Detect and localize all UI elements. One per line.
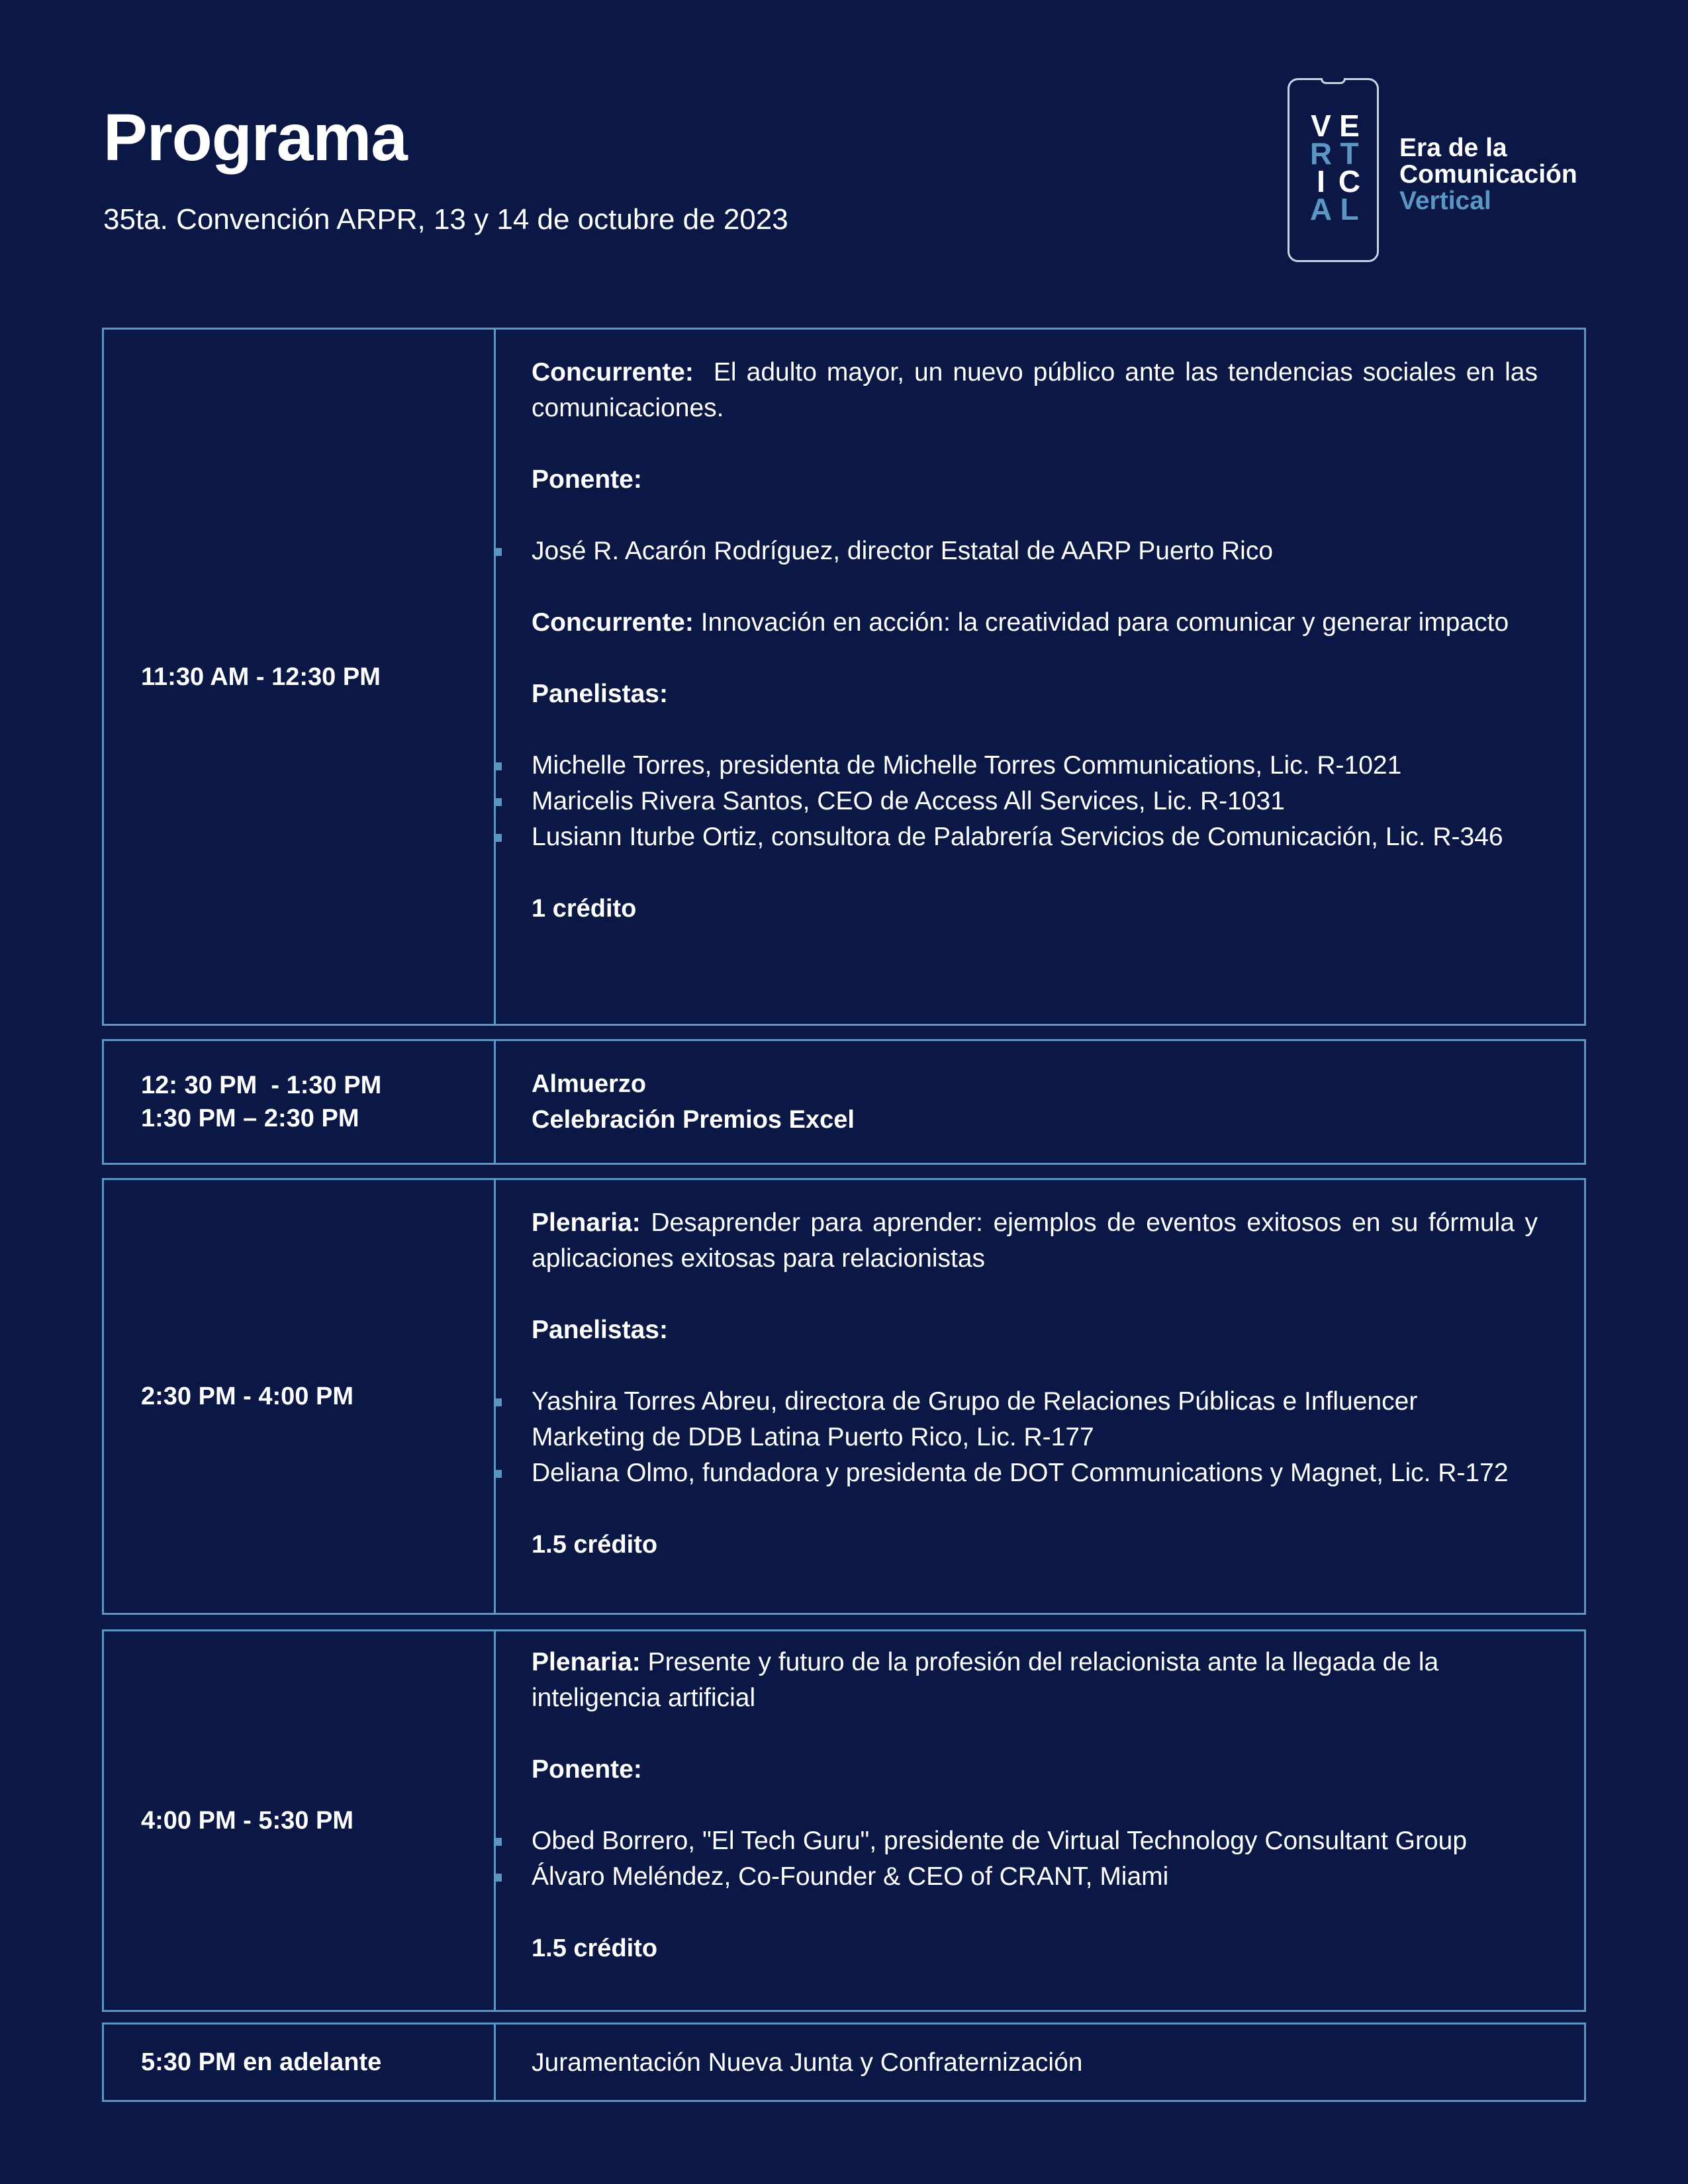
column-divider (494, 1631, 496, 2010)
session-title: Almuerzo (532, 1070, 647, 1098)
logo-letter: I (1317, 164, 1325, 199)
session-title: Juramentación Nueva Junta y Confraternización (532, 2048, 1083, 2077)
session-content (532, 2045, 1538, 2081)
logo-letter: T (1340, 136, 1359, 171)
column-divider (494, 1180, 496, 1613)
session-time (141, 1069, 472, 1135)
session-time: 2:30 PM - 4:00 PM (141, 1383, 353, 1410)
session-description (532, 1205, 1545, 1277)
logo-letter: L (1340, 192, 1359, 226)
session-time-line: 12: 30 PM - 1:30 PM (141, 1071, 382, 1099)
session-type: Concurrente: (532, 358, 694, 387)
logo-tagline-line: Era de la (1399, 134, 1507, 162)
session-title: Desaprender para aprender: ejemplos de eventos exitosos en su fórmula y aplicaciones exitosas para relacionistas (532, 1208, 1545, 1273)
logo-letter: C (1338, 164, 1361, 199)
session-content (532, 1205, 1545, 1563)
session-time: 5:30 PM en adelante (141, 2048, 382, 2076)
session-time-line: 1:30 PM – 2:30 PM (141, 1105, 359, 1132)
speaker-role: Ponente: (532, 465, 642, 494)
logo-tagline-line: Vertical (1399, 187, 1491, 215)
schedule-row (102, 2023, 1586, 2102)
speaker-role: Panelistas: (532, 1316, 668, 1344)
session-title: Presente y futuro de la profesión del relacionista ante la llegada de la inteligencia artificial (532, 1648, 1446, 1712)
vertical-logo-phone-icon (1288, 78, 1379, 262)
logo-tagline-line: Comunicación (1399, 160, 1577, 189)
speaker-role: Ponente: (532, 1755, 642, 1784)
credit-label: 1 crédito (532, 895, 637, 923)
session-title: Celebración Premios Excel (532, 1106, 855, 1134)
column-divider (494, 2025, 496, 2100)
schedule-row (102, 1629, 1586, 2012)
session-title: Innovación en acción: la creatividad para comunicar y generar impacto (693, 608, 1509, 637)
speaker-item: Deliana Olmo, fundadora y presidenta de DOT Communications y Magnet, Lic. R-172 (532, 1455, 1538, 1491)
credit-label: 1.5 crédito (532, 1934, 658, 1962)
speaker-role: Panelistas: (532, 680, 668, 708)
session-content (532, 1066, 1538, 1138)
column-divider (494, 330, 496, 1024)
credit-label: 1.5 crédito (532, 1531, 658, 1559)
logo-letters (1307, 109, 1364, 226)
speaker-item: Michelle Torres, presidenta de Michelle Torres Communications, Lic. R-1021 (532, 748, 1538, 784)
schedule-row (102, 328, 1586, 1026)
schedule-row (102, 1178, 1586, 1615)
logo-letter: R (1309, 136, 1333, 171)
speaker-item: Maricelis Rivera Santos, CEO de Access All Services, Lic. R-1031 (532, 784, 1538, 819)
speaker-item: Obed Borrero, "El Tech Guru", presidente de Virtual Technology Consultant Group (532, 1823, 1538, 1859)
schedule-row (102, 1039, 1586, 1165)
speaker-item: Yashira Torres Abreu, directora de Grupo de Relaciones Públicas e Influencer Marketing de DDB Latina Puerto Rico, Lic. R-177 (532, 1384, 1538, 1455)
logo-letter: A (1309, 192, 1333, 226)
session-description (532, 605, 1538, 641)
session-type: Concurrente: (532, 608, 694, 637)
logo-tagline (1399, 135, 1577, 214)
column-divider (494, 1041, 496, 1163)
speaker-item: José R. Acarón Rodríguez, director Estatal de AARP Puerto Rico (532, 533, 1538, 569)
session-description (532, 1645, 1538, 1716)
session-type: Plenaria: (532, 1648, 641, 1676)
session-type: Plenaria: (532, 1208, 641, 1237)
session-content (532, 1645, 1538, 1966)
speaker-item: Álvaro Meléndez, Co-Founder & CEO of CRANT, Miami (532, 1859, 1538, 1895)
session-time: 11:30 AM - 12:30 PM (141, 662, 381, 691)
logo-letter: V (1311, 109, 1331, 143)
session-title: El adulto mayor, un nuevo público ante las tendencias sociales en las comunicaciones. (532, 358, 1545, 422)
logo-letter: E (1339, 109, 1360, 143)
session-description (532, 355, 1545, 426)
session-content (532, 355, 1545, 927)
page-title: Programa (103, 101, 407, 175)
phone-notch-icon (1321, 78, 1346, 84)
session-time: 4:00 PM - 5:30 PM (141, 1807, 353, 1835)
speaker-item: Lusiann Iturbe Ortiz, consultora de Palabrería Servicios de Comunicación, Lic. R-346 (532, 819, 1538, 855)
page-subtitle: 35ta. Convención ARPR, 13 y 14 de octubre de 2023 (103, 203, 788, 236)
